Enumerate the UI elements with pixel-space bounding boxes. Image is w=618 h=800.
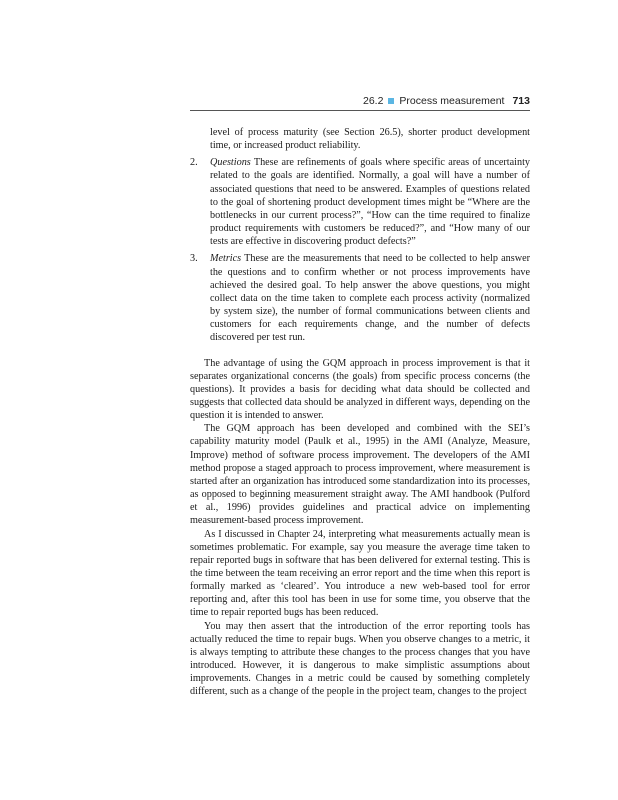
- running-header: [190, 93, 530, 109]
- list-item-number: 2.: [190, 157, 198, 169]
- section-number: 26.2: [362, 95, 384, 107]
- gqm-list: [190, 156, 530, 344]
- paragraph: The GQM approach has been developed and combined with the SEI’s capability maturity model (Paulk et al., 1995) in the AMI (Analyze, Measure, Improve) method of software process improvement. The developers of the AMI method propose a staged approach to process improvement, where measurement is started after an organization has introduced some standardization into its processes, as opposed to beginning measurement straight away. The AMI handbook (Pulford et al., 1996) provides guidelines and practical advice on implementing measurement-based process improvement.: [190, 423, 530, 527]
- section-marker-square: [388, 98, 394, 104]
- page-body: [190, 126, 530, 699]
- paragraph: You may then assert that the introduction of the error reporting tools has actually reduced the time to repair bugs. When you observe changes to a metric, it is always tempting to attribute these changes to the process changes that you have introduced. However, it is dangerous to make simplistic assumptions about improvements. Changes in a metric could be caused by something completely different, such as a change of the people in the project team, changes to the project: [190, 620, 530, 698]
- header-rule: [190, 110, 530, 111]
- list-item: [190, 252, 530, 344]
- list-item-text: These are refinements of goals where specific areas of uncertainty related to the goals are identified. Normally, a goal will have a number of associated questions that need to be answered. Examples of questions related to the goal of shortening product development times might be “Where are the bottlenecks in our current process?”, “How can the time required to finalize product requirements with customers be reduced?”, and “How many of our tests are effective in discovering product defects?”: [210, 157, 530, 248]
- list-item-term: Questions: [210, 157, 251, 169]
- continued-list-text: level of process maturity (see Section 26.5), shorter product development time, or increased product reliability.: [210, 127, 530, 152]
- section-title: Process measurement: [399, 95, 505, 107]
- list-item-term: Metrics: [210, 253, 242, 265]
- paragraph: The advantage of using the GQM approach in process improvement is that it separates organizational concerns (the goals) from specific process concerns (the questions). It provides a basis for deciding what data should be collected and suggests that collected data should be analyzed in different ways, depending on the question it is intended to answer.: [190, 357, 530, 422]
- list-item: [190, 156, 530, 248]
- list-item-number: 3.: [190, 253, 198, 265]
- page-number: 713: [512, 95, 530, 107]
- paragraph: As I discussed in Chapter 24, interpreting what measurements actually mean is sometimes problematic. For example, say you measure the average time taken to repair reported bugs in software that has been delivered for external testing. This is the time between the team receiving an error report and the time when this report is formally marked as ‘cleared’. You introduce a new web-based tool for error reporting and, after this tool has been in use for some time, you observe that the time to repair reported bugs has been reduced.: [190, 528, 530, 619]
- list-item-text: These are the measurements that need to be collected to help answer the questions and to confirm whether or not process improvements have achieved the desired goal. To help answer the above questions, you might collect data on the time taken to complete each process activity (normalized by system size), the number of formal communications between clients and customers for each requirements change, and the number of defects discovered per test run.: [210, 253, 530, 344]
